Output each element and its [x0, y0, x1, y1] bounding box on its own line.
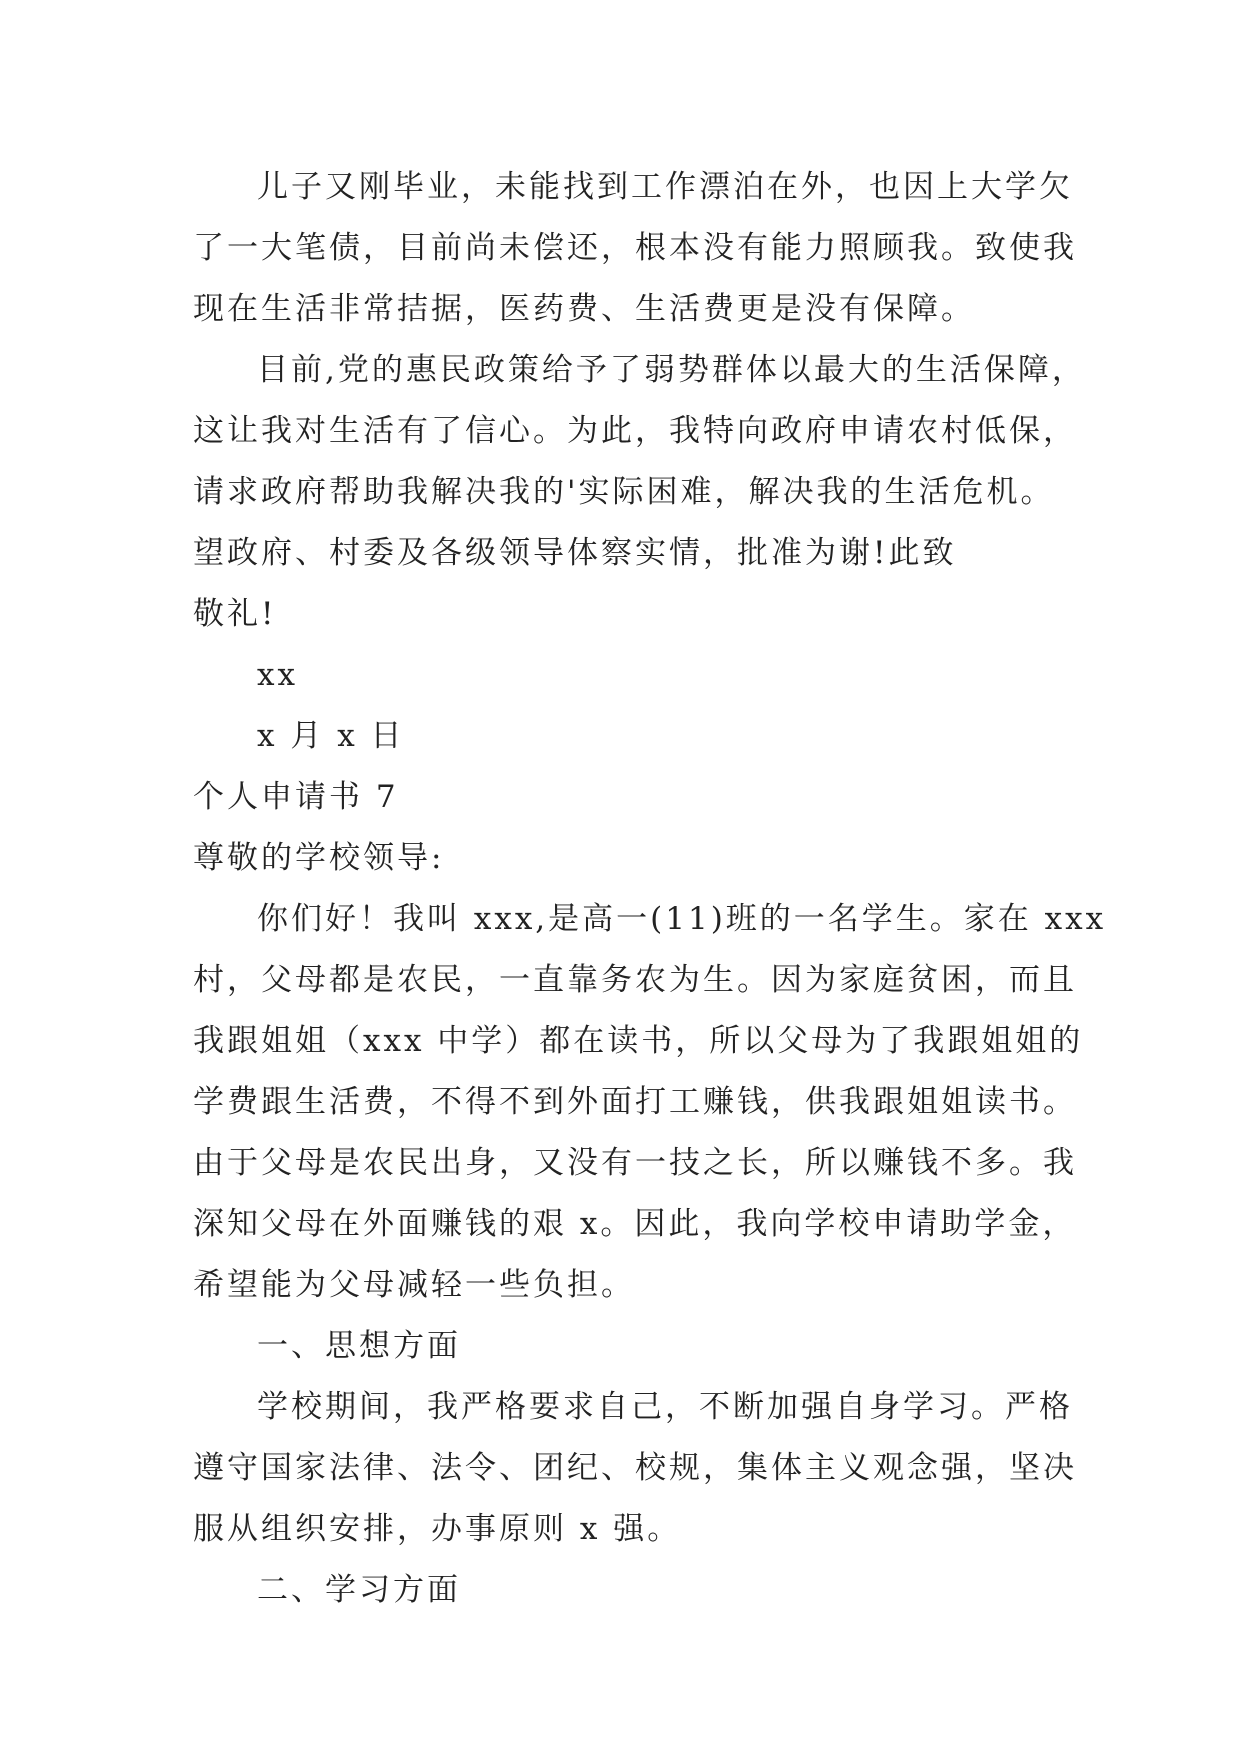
subsection-heading: 一、思想方面 [257, 1328, 461, 1364]
paragraph-line: 这让我对生活有了信心。为此，我特向政府申请农村低保， [193, 413, 1077, 449]
paragraph-line: 我跟姐姐（xxx 中学）都在读书，所以父母为了我跟姐姐的 [193, 1023, 1084, 1059]
paragraph-line: 学校期间，我严格要求自己，不断加强自身学习。严格 [257, 1389, 1073, 1425]
paragraph-line: 村，父母都是农民，一直靠务农为生。因为家庭贫困，而且 [193, 962, 1077, 998]
paragraph-line: 儿子又刚毕业，未能找到工作漂泊在外，也因上大学欠 [257, 169, 1073, 205]
signature-name: xx [257, 657, 298, 693]
section-title: 个人申请书 7 [193, 779, 399, 815]
paragraph-line: 希望能为父母减轻一些负担。 [193, 1267, 635, 1303]
paragraph-line: 学费跟生活费，不得不到外面打工赚钱，供我跟姐姐读书。 [193, 1084, 1077, 1120]
paragraph-line: 服从组织安排，办事原则 x 强。 [193, 1511, 682, 1547]
signature-date: x 月 x 日 [257, 718, 405, 754]
paragraph-line: 由于父母是农民出身，又没有一技之长，所以赚钱不多。我 [193, 1145, 1077, 1181]
paragraph-line: 现在生活非常拮据，医药费、生活费更是没有保障。 [193, 291, 975, 327]
paragraph-line: 遵守国家法律、法令、团纪、校规，集体主义观念强，坚决 [193, 1450, 1077, 1486]
paragraph-line: 目前,党的惠民政策给予了弱势群体以最大的生活保障， [257, 352, 1086, 388]
paragraph-line: 了一大笔债，目前尚未偿还，根本没有能力照顾我。致使我 [193, 230, 1077, 266]
paragraph-line: 请求政府帮助我解决我的'实际困难，解决我的生活危机。 [193, 474, 1055, 510]
closing-salutation: 敬礼! [193, 596, 277, 632]
letter-greeting: 尊敬的学校领导: [193, 840, 445, 876]
paragraph-line: 深知父母在外面赚钱的艰 x。因此，我向学校申请助学金， [193, 1206, 1077, 1242]
paragraph-line: 望政府、村委及各级领导体察实情，批准为谢!此致 [193, 535, 957, 571]
paragraph-line: 你们好！我叫 xxx,是高一(11)班的一名学生。家在 xxx [257, 901, 1107, 937]
subsection-heading: 二、学习方面 [257, 1572, 461, 1608]
